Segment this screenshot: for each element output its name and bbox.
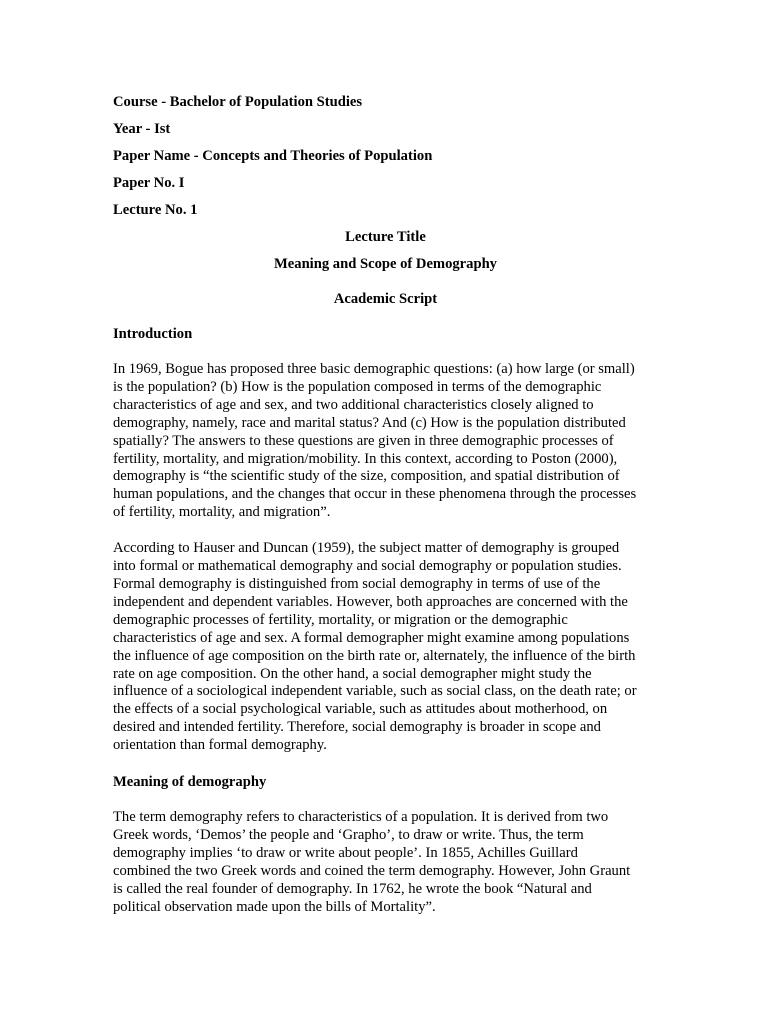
paragraph-line: demographic processes of fertility, mortality, or migration or the demographic [113, 611, 568, 628]
lecture-no-line: Lecture No. 1 [113, 202, 198, 218]
meaning-paragraph-1 [113, 809, 658, 916]
paragraph-line: political observation made upon the bills of Mortality”. [113, 898, 436, 915]
paragraph-line: human populations, and the changes that occur in these phenomena through the processes [113, 486, 637, 503]
lecture-title-label: Lecture Title [345, 229, 426, 245]
paragraph-line: influence of a sociological independent variable, such as social class, on the death rate; or [113, 683, 637, 700]
paragraph-line: independent and dependent variables. However, both approaches are concerned with the [113, 593, 628, 610]
paragraph-line: desired and intended fertility. Therefore, social demography is broader in scope and [113, 719, 601, 736]
paragraph-line: demography, namely, race and marital status? And (c) How is the population distributed [113, 414, 626, 431]
academic-script-label: Academic Script [333, 291, 438, 307]
paragraph-line: combined the two Greek words and coined the term demography. However, John Graunt [113, 862, 631, 879]
paragraph-line: Greek words, ‘Demos’ the people and ‘Grapho’, to draw or write. Thus, the term [113, 826, 584, 843]
paragraph-line: fertility, mortality, and migration/mobility. In this context, according to Poston (2000), [113, 450, 618, 467]
meaning-heading: Meaning of demography [113, 774, 267, 791]
paragraph-line: into formal or mathematical demography and social demography or population studies. [113, 558, 622, 575]
paragraph-line: characteristics of age and sex. A formal demographer might examine among populations [113, 629, 630, 646]
paragraph-line: spatially? The answers to these questions are given in three demographic processes of [113, 432, 614, 449]
course-line: Course - Bachelor of Population Studies [113, 94, 363, 110]
paragraph-line: demography is “the scientific study of the size, composition, and spatial distribution of [113, 468, 620, 485]
document-page [113, 93, 658, 934]
paragraph-line: the influence of age composition on the birth rate or, alternately, the influence of the birth [113, 647, 636, 664]
paragraph-line: the effects of a social psychological variable, such as attitudes about motherhood, on [113, 701, 608, 718]
year-line: Year - Ist [113, 121, 171, 137]
paragraph-line: of fertility, mortality, and migration”. [113, 504, 331, 521]
paragraph-line: orientation than formal demography. [113, 737, 327, 754]
paper-name-line: Paper Name - Concepts and Theories of Population [113, 148, 433, 164]
paragraph-line: In 1969, Bogue has proposed three basic demographic questions: (a) how large (or small) [113, 361, 635, 377]
paragraph-line: Formal demography is distinguished from social demography in terms of use of the [113, 575, 601, 592]
paragraph-line: demography implies ‘to draw or write about people’. In 1855, Achilles Guillard [113, 844, 578, 861]
paragraph-line: rate on age composition. On the other hand, a social demographer might study the [113, 665, 592, 682]
paragraph-line: The term demography refers to characteristics of a population. It is derived from two [113, 809, 609, 826]
introduction-paragraph-2 [113, 540, 658, 755]
paragraph-line: According to Hauser and Duncan (1959), the subject matter of demography is grouped [113, 540, 620, 557]
introduction-paragraph-1 [113, 361, 658, 522]
paragraph-line: is the population? (b) How is the population composed in terms of the demographic [113, 378, 602, 395]
lecture-title: Meaning and Scope of Demography [274, 256, 497, 272]
introduction-heading: Introduction [113, 326, 193, 342]
paragraph-line: characteristics of age and sex, and two additional characteristics closely aligned to [113, 396, 594, 413]
paragraph-line: is called the real founder of demography. In 1762, he wrote the book “Natural and [113, 880, 592, 897]
paper-no-line: Paper No. I [113, 175, 185, 191]
